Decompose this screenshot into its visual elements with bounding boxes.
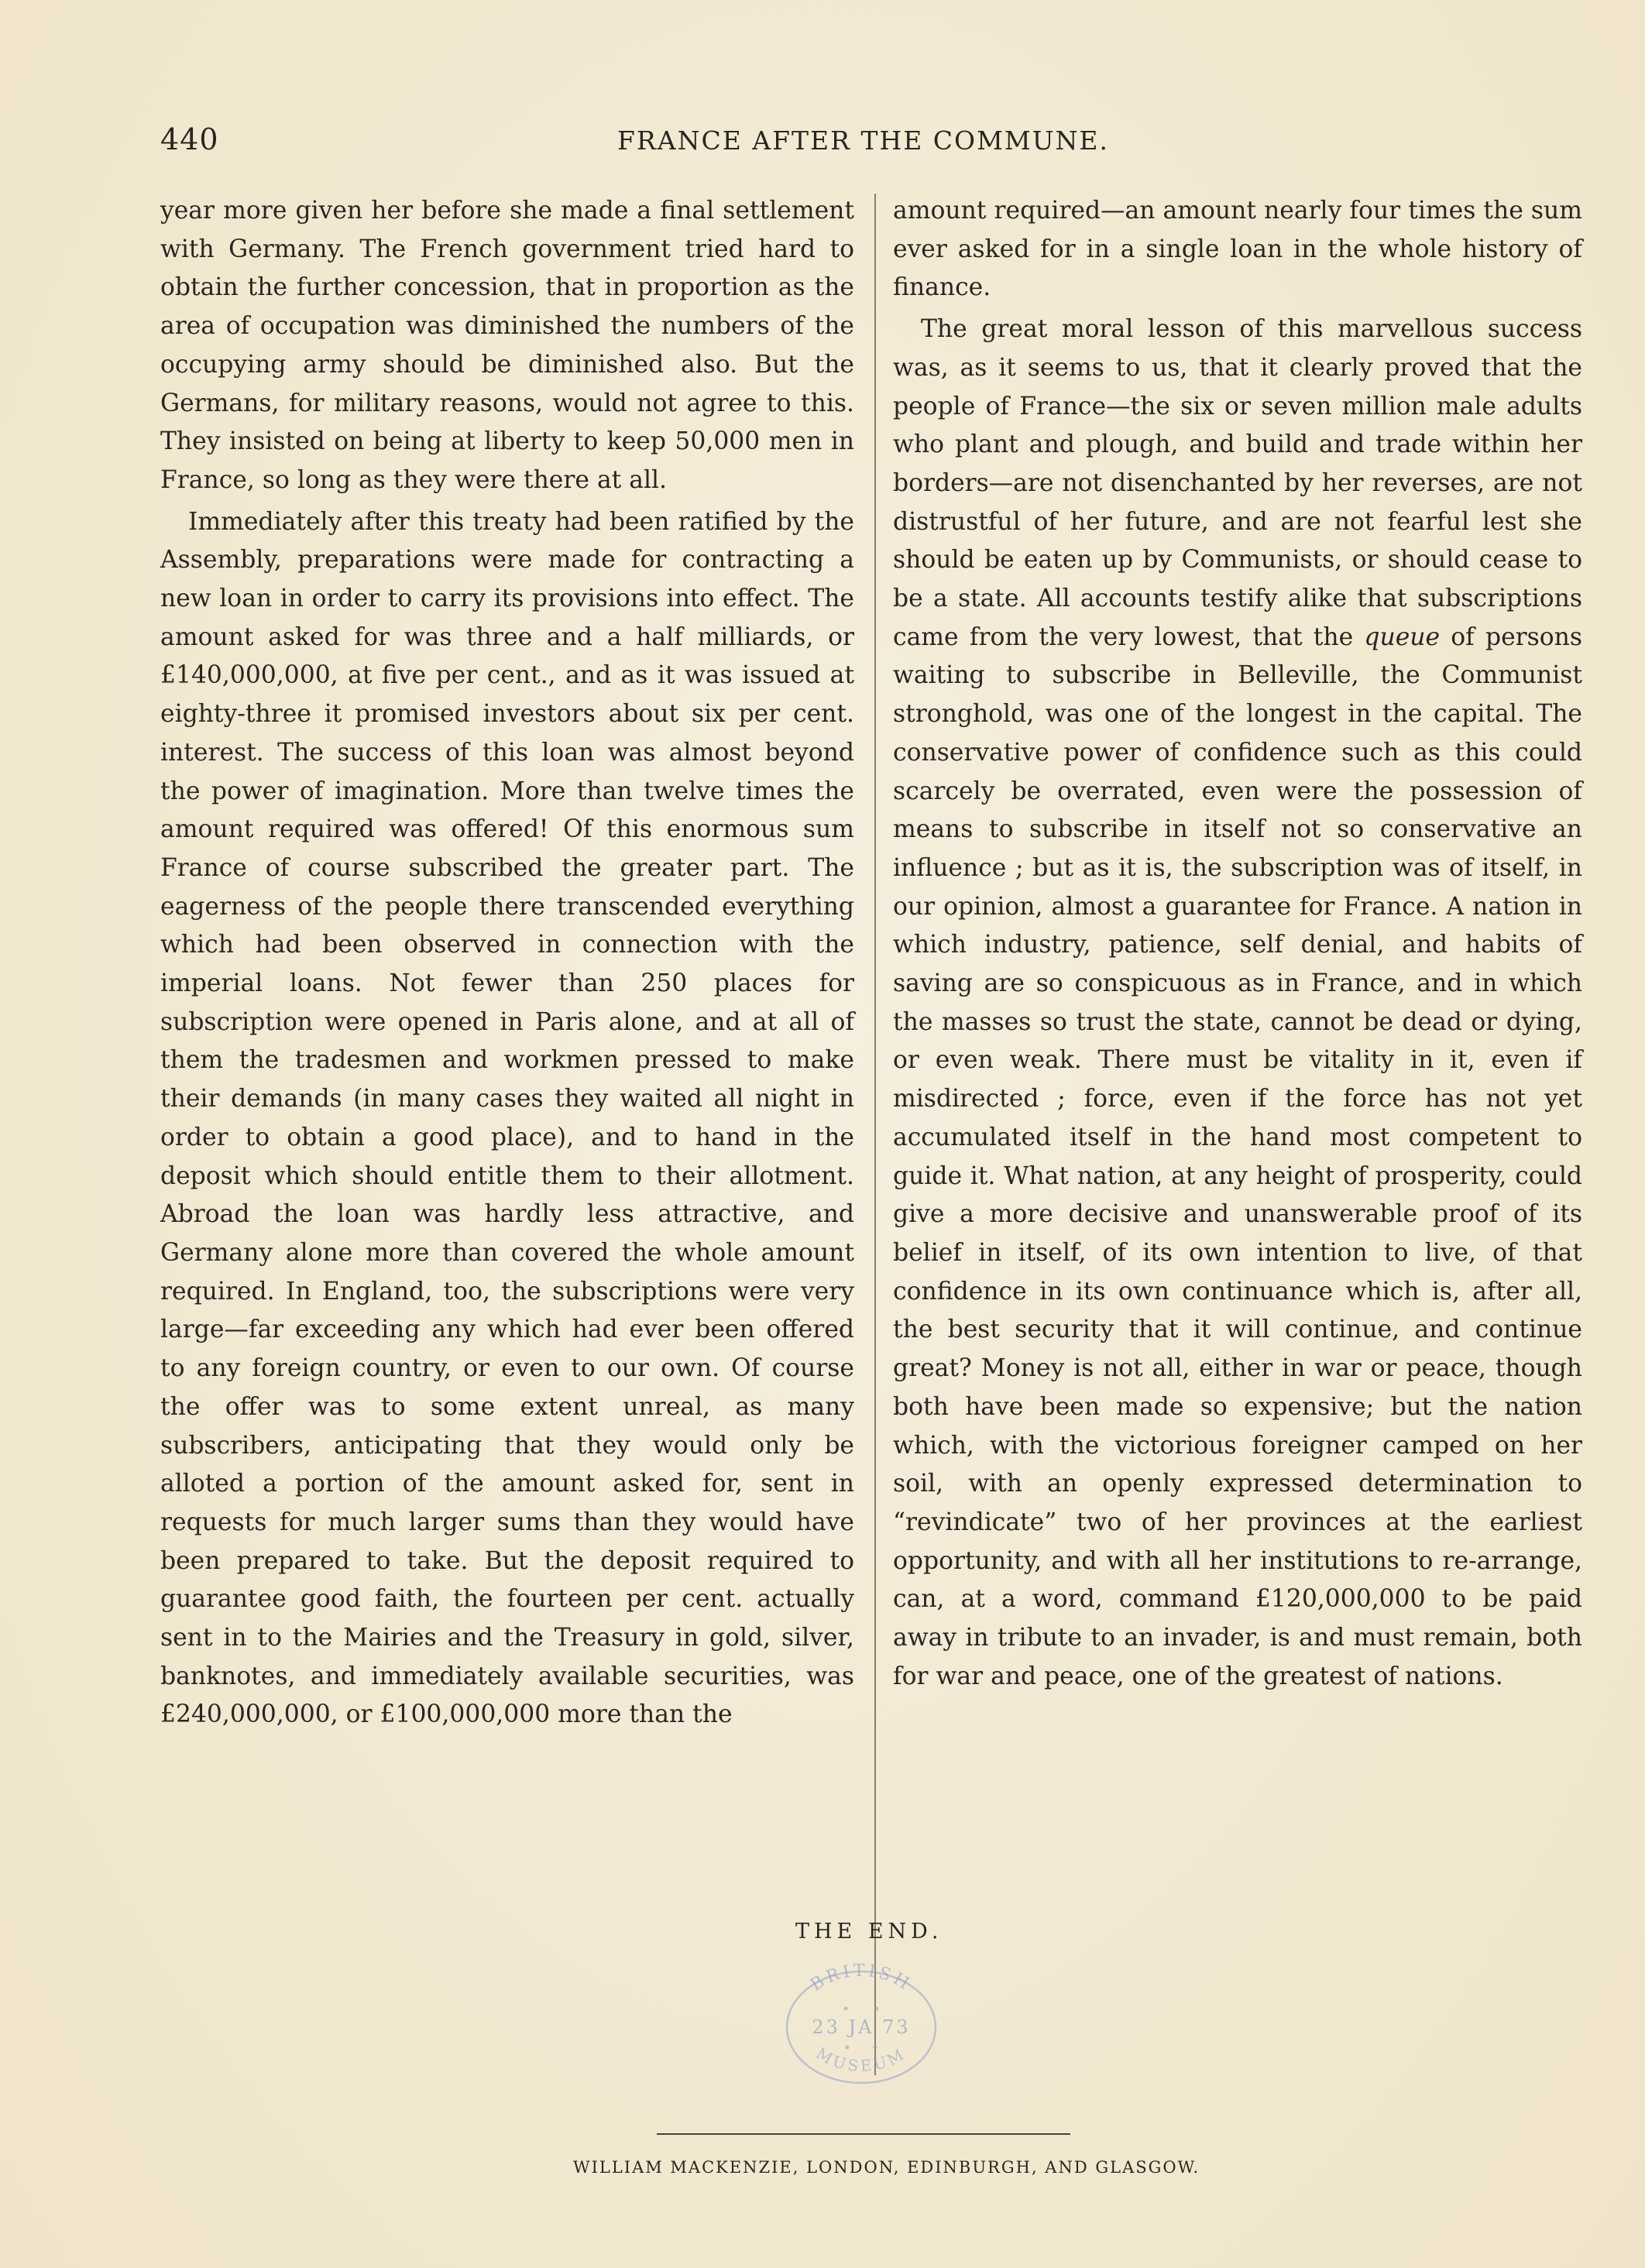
italic-word-queue: queue bbox=[1364, 623, 1441, 651]
stamp-bottom-text: MUSEUM bbox=[812, 2043, 910, 2076]
publisher-imprint: WILLIAM MACKENZIE, LONDON, EDINBURGH, AND GLASGOW. bbox=[573, 2158, 1200, 2177]
right-paragraph-2 bbox=[893, 311, 1582, 1696]
stamp-top-text: BRITISH bbox=[807, 1964, 915, 1995]
left-paragraph-2: Immediately after this treaty had been ratified by the Assembly, preparations were made for contracting a new loan in order to carry its provisions into effect. The amount asked for was three and a half milliards, or £140,000,000, at five per cent., and as it was issued at eighty-three it promised investors about six per cent. interest. The success of this loan was almost beyond the power of imagination. More than twelve times the amount required was offered! Of this enormous sum France of course subscribed the greater part. The eagerness of the people there transcended everything which had been observed in connection with the imperial loans. Not fewer than 250 places for subscription were opened in Paris alone, and at all of them the tradesmen and workmen pressed to make their demands (in many cases they waited all night in order to obtain a good place), and to hand in the deposit which should entitle them to their allotment. Abroad the loan was hardly less attractive, and Germany alone more than covered the whole amount required. In England, too, the subscriptions were very large—far exceeding any which had ever been offered to any foreign country, or even to our own. Of course the offer was to some extent unreal, as many subscribers, anticipating that they would only be alloted a portion of the amount asked for, sent in requests for much larger sums than they would have been prepared to take. But the deposit required to guarantee good faith, the fourteen per cent. actually sent in to the Mairies and the Treasury in gold, silver, banknotes, and immediately available securities, was £240,000,000, or £100,000,000 more than the bbox=[160, 507, 854, 1729]
imprint-rule bbox=[657, 2133, 1070, 2135]
stamp-date: 23 JA 73 bbox=[812, 2016, 911, 2038]
page-header bbox=[160, 122, 1506, 166]
british-museum-stamp bbox=[778, 1964, 945, 2088]
right-paragraph-2-text-b: of persons waiting to subscribe in Belleville, the Communist stronghold, was one of the longest in the capital. The conservative power of confidence such as this could scarcely be overrated, even were the possession of means to subscribe in itself not so conservative an influence ; but as it is, the subscription was of itself, in our opinion, almost a guarantee for France. A nation in which industry, patience, self denial, and habits of saving are so conspicuous as in France, and in which the masses so trust the state, cannot be dead or dying, or even weak. There must be vitality in it, even if misdirected ; force, even if the force has not yet accumulated itself in the hand most competent to guide it. What nation, at any height of prosperity, could give a more decisive and unanswerable proof of its belief in itself, of its own intention to live, of that confidence in its own continuance which is, after all, the best security that it will continue, and continue great? Money is not all, either in war or peace, though both have been made so expensive; but the nation which, with the victorious foreigner camped on her soil, with an openly expressed determination to “revindicate” two of her provinces at the earliest opportunity, and with all her institutions to re-arrange, can, at a word, command £120,000,000 to be paid away in tribute to an invader, is and must remain, both for war and peace, one of the greatest of nations. bbox=[893, 623, 1583, 1690]
right-paragraph-1: amount required—an amount nearly four times the sum ever asked for in a single loan in the whole history of finance. bbox=[893, 197, 1582, 302]
right-paragraph-2-text-a: The great moral lesson of this marvellous success was, as it seems to us, that it clearly proved that the people of France—the six or seven million male adults who plant and plough, and build and trade within her borders—are not disenchanted by her reverses, are not distrustful of her future, and are not fearful lest she should be eaten up by Communists, or should cease to be a state. All accounts testify alike that subscriptions came from the very lowest, that the bbox=[893, 315, 1582, 651]
column-divider bbox=[874, 194, 876, 2075]
running-title: FRANCE AFTER THE COMMUNE. bbox=[617, 125, 1109, 156]
page-number: 440 bbox=[160, 122, 219, 156]
right-column bbox=[893, 192, 1582, 1696]
the-end: THE END. bbox=[795, 1920, 943, 1944]
left-paragraph-1: year more given her before she made a final settlement with Germany. The French government tried hard to obtain the further concession, that in proportion as the area of occupation was diminished the numbers of the occupying army should be diminished also. But the Germans, for military reasons, would not agree to this. They insisted on being at liberty to keep 50,000 men in France, so long as they were there at all. bbox=[160, 197, 854, 494]
left-column bbox=[160, 192, 854, 1734]
